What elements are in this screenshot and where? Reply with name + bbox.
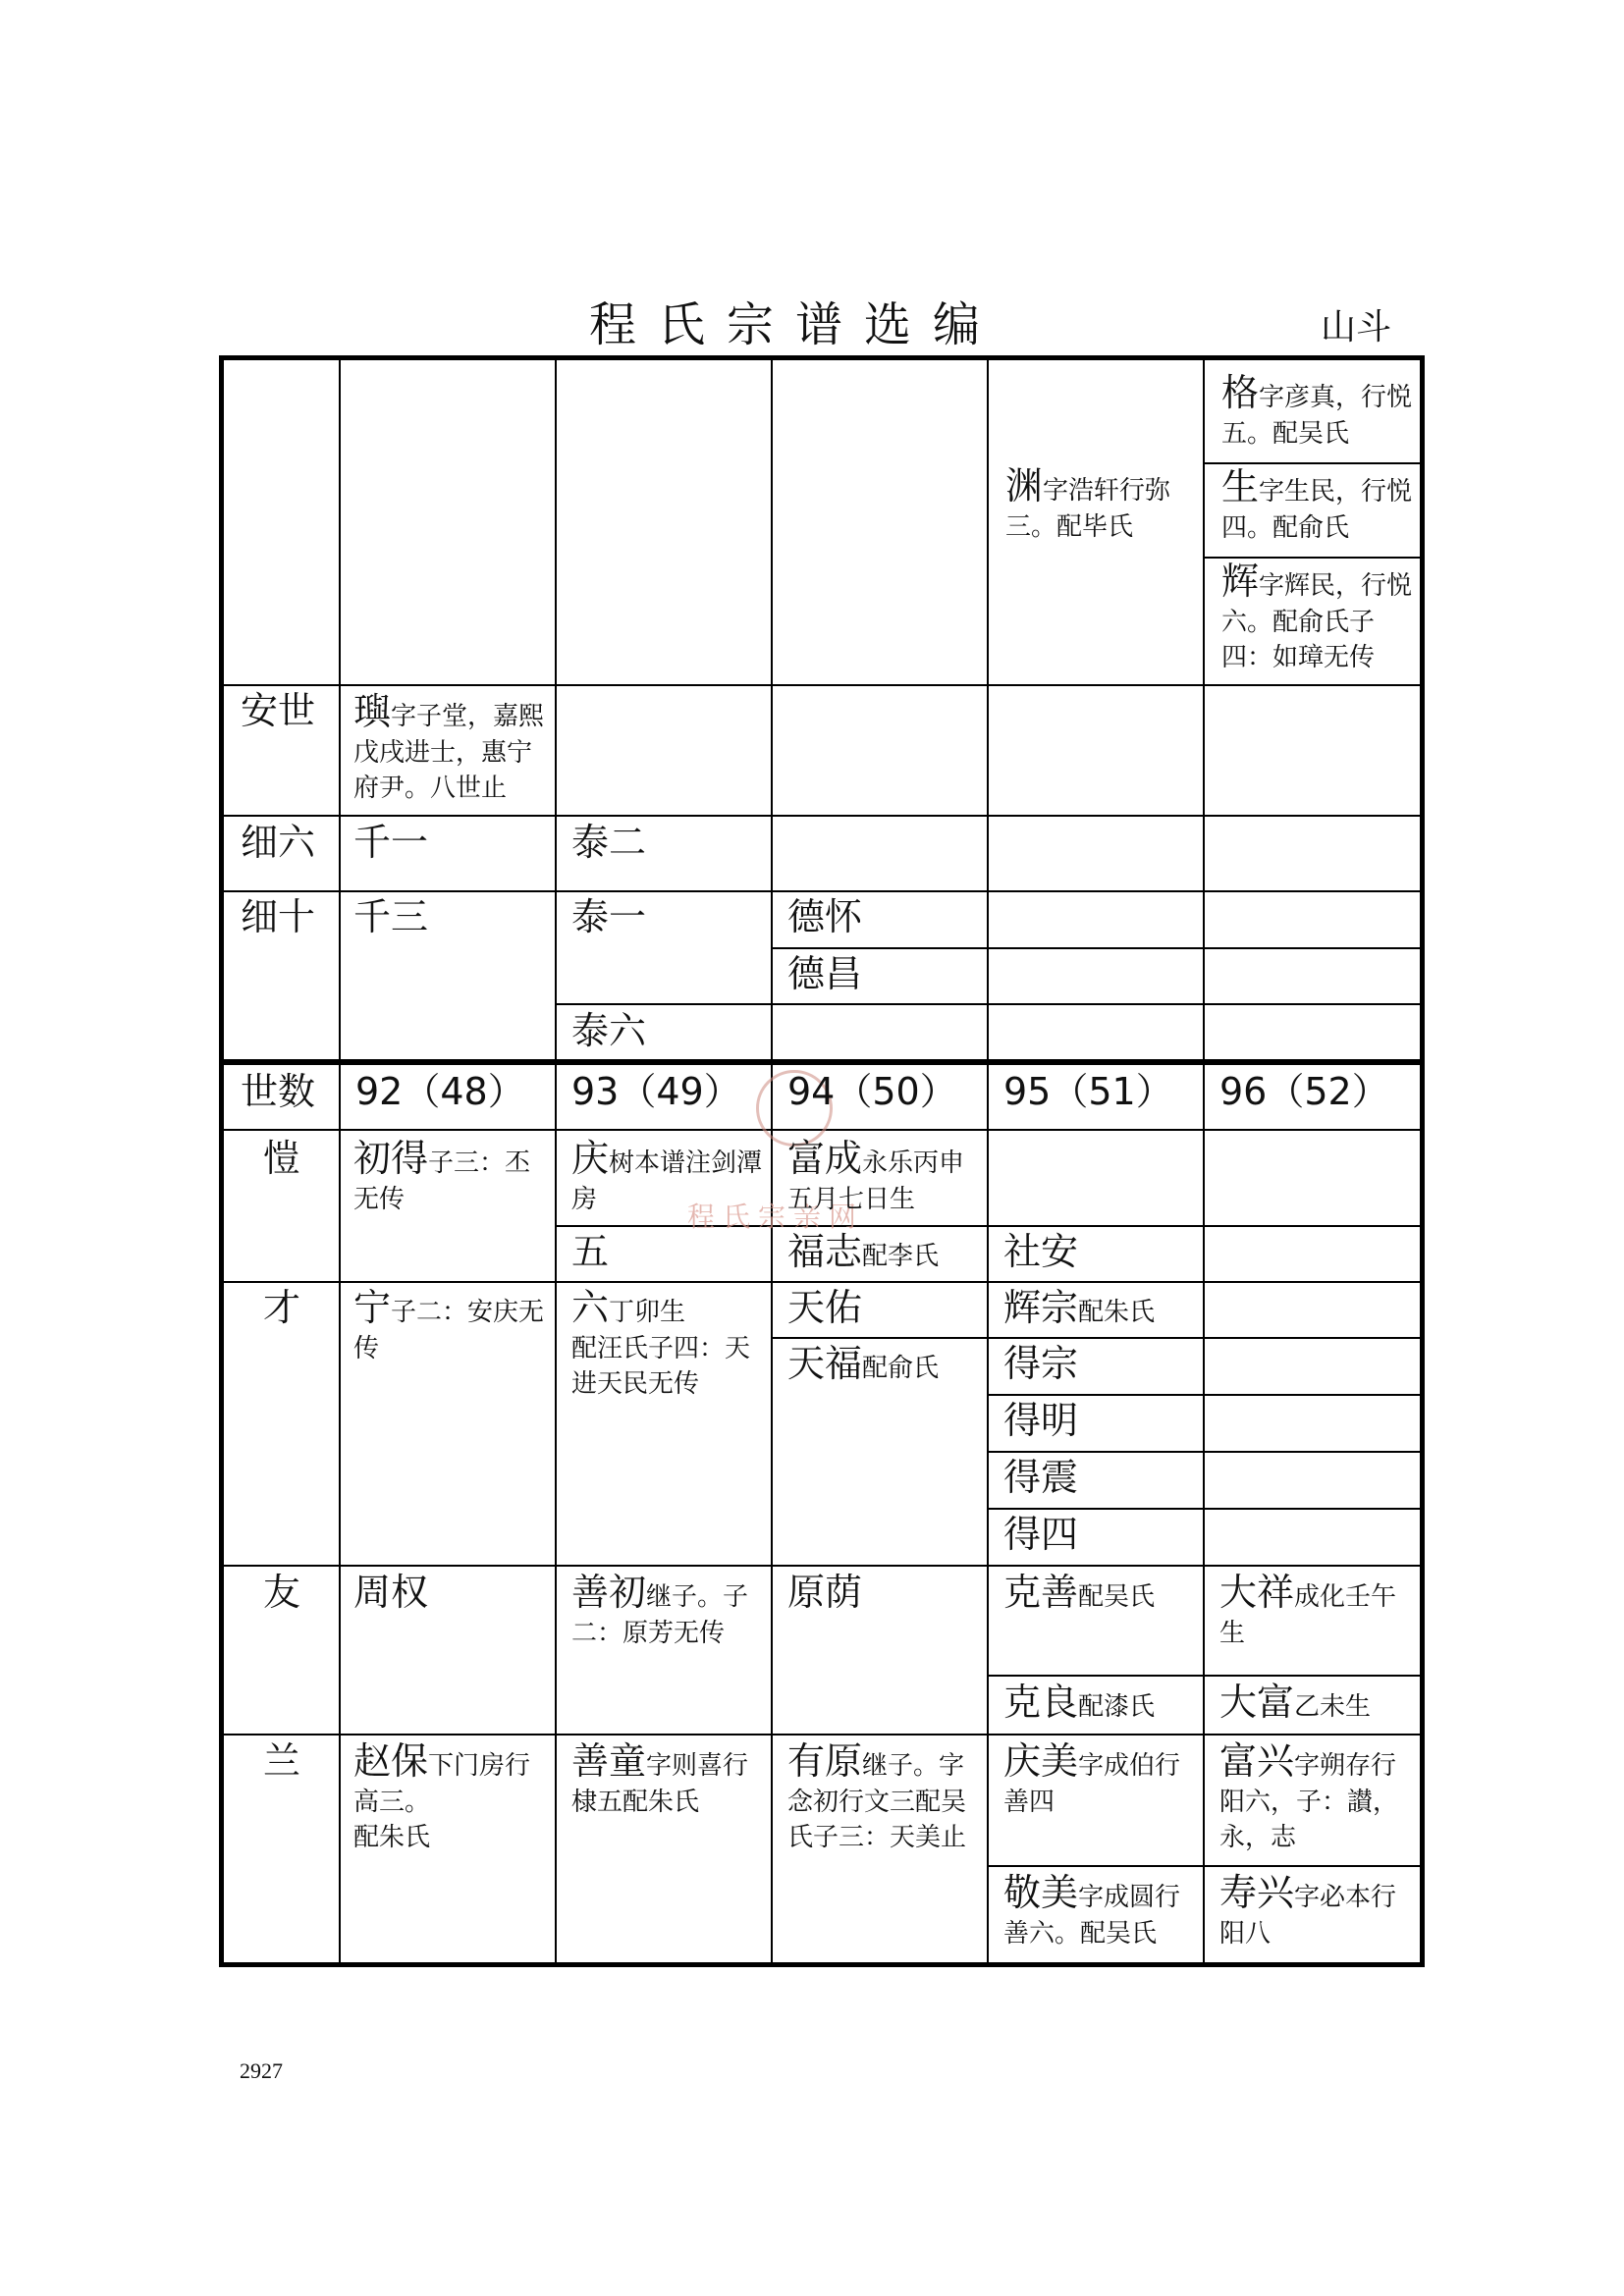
person-name: 渊 (1005, 464, 1044, 507)
entry-qing (571, 1137, 764, 1217)
entry-youyuan (787, 1739, 980, 1855)
person-name: 大富 (1219, 1681, 1295, 1724)
person-name: 千一 (353, 821, 429, 864)
person-note: 配吴氏 (1078, 1582, 1156, 1612)
person-note: 永乐丙申五月七日生 (787, 1148, 965, 1214)
person-note: 子二：安庆无传 (353, 1298, 545, 1363)
row-divider (224, 815, 1420, 817)
row-divider (987, 1865, 1420, 1867)
row-divider (555, 1225, 1420, 1227)
person-note: 下门房行高三。 (353, 1751, 531, 1817)
branch-label-xishi: 细十 (241, 895, 316, 938)
person-name: 泰二 (571, 821, 647, 864)
entry-zhaobao (353, 1739, 546, 1855)
row-divider (987, 1675, 1420, 1677)
person-note: 字朔存行阳六，子：讃，永，志 (1219, 1751, 1399, 1852)
person-note: 字彦真，行悦五。配吴氏 (1221, 383, 1413, 449)
person-name: 得震 (1003, 1456, 1079, 1499)
header-gen-95: 95（51） (1003, 1070, 1173, 1113)
person-note: 子三：丕无传 (353, 1148, 531, 1214)
entry-jingmei (1003, 1871, 1196, 1951)
person-note: 字辉民，行悦六。配俞氏子四：如璋无传 (1221, 571, 1413, 672)
person-name: 辉宗 (1003, 1286, 1079, 1329)
entry-chude (353, 1137, 546, 1217)
person-name: 寿兴 (1219, 1871, 1295, 1914)
entry-keliang (1003, 1681, 1196, 1726)
person-name: 得四 (1003, 1513, 1079, 1556)
entry-qingmei (1003, 1739, 1196, 1820)
person-name: 克良 (1003, 1681, 1079, 1724)
entry-sheng (1221, 465, 1413, 546)
person-name: 得明 (1003, 1399, 1079, 1442)
row-divider (771, 1337, 1420, 1339)
entry-fuxing (1219, 1739, 1412, 1855)
entry-ning (353, 1286, 546, 1366)
branch-label-kai: 愷 (263, 1137, 301, 1180)
person-name: 庆美 (1003, 1739, 1079, 1783)
page-number: 2927 (240, 2058, 283, 2083)
col-divider (1203, 360, 1205, 1962)
person-note: 字则喜行棣五配朱氏 (571, 1751, 749, 1817)
person-name: 富兴 (1219, 1739, 1295, 1783)
col-divider (555, 360, 557, 1962)
person-name: 德怀 (787, 895, 863, 938)
person-note: 配漆氏 (1078, 1692, 1156, 1722)
row-divider (224, 684, 1420, 686)
row-divider (555, 1003, 1420, 1005)
col-divider (339, 360, 341, 1962)
person-name: 千三 (353, 895, 429, 938)
person-note: 配俞氏 (862, 1354, 940, 1383)
person-note: 字成圆行善六。配吴氏 (1003, 1883, 1181, 1949)
person-note: 树本谱注剑潭房 (571, 1148, 763, 1214)
entry-hui (1221, 560, 1413, 675)
person-note: 配朱氏 (1078, 1298, 1156, 1327)
person-note: 配李氏 (862, 1242, 940, 1271)
person-name: 社安 (1003, 1230, 1079, 1273)
entry-yuan (1005, 464, 1197, 545)
branch-label-xiliu: 细六 (241, 821, 316, 864)
person-name: 善童 (571, 1739, 647, 1783)
header-gen-93: 93（49） (571, 1070, 741, 1113)
entry-huizong (1003, 1286, 1196, 1331)
place-name: 山斗 (1321, 307, 1392, 347)
person-name: 泰六 (571, 1009, 647, 1052)
row-divider (224, 1281, 1420, 1283)
header-gen-96: 96（52） (1219, 1070, 1389, 1113)
section-divider (224, 1059, 1420, 1065)
document-title: 程氏宗谱选编 (589, 297, 1002, 352)
branch-label-lan: 兰 (263, 1739, 301, 1783)
person-note: 字生民，行悦四。配俞氏 (1221, 477, 1413, 543)
header-gen-94: 94（50） (787, 1070, 957, 1113)
entry-tianfu (787, 1342, 980, 1387)
person-name: 大祥 (1219, 1571, 1295, 1614)
col-divider (771, 360, 773, 1962)
row-divider (987, 1508, 1420, 1510)
person-name: 六 (571, 1286, 610, 1329)
person-name: 生 (1221, 465, 1260, 508)
entry-keshan (1003, 1571, 1196, 1616)
row-divider (1203, 462, 1420, 464)
person-note: 字子堂，嘉熙戊戌进士，惠宁府尹。八世止 (353, 702, 545, 803)
person-note: 配朱氏 (353, 1822, 431, 1852)
person-name: 泰一 (571, 895, 647, 938)
row-divider (224, 890, 1420, 892)
person-name: 克善 (1003, 1571, 1079, 1614)
person-name: 辉 (1221, 560, 1260, 603)
person-name: 格 (1221, 371, 1260, 414)
person-name: 天佑 (787, 1286, 863, 1329)
entry-liu (571, 1286, 764, 1402)
row-divider (771, 947, 1420, 949)
person-name: 天福 (787, 1342, 863, 1385)
entry-dafu (1219, 1681, 1412, 1726)
person-note: 丁卯生 (609, 1298, 686, 1327)
person-note: 字成伯行善四 (1003, 1751, 1181, 1817)
person-note: 成化壬午生 (1219, 1582, 1397, 1648)
person-name: 得宗 (1003, 1342, 1079, 1385)
person-name: 原荫 (787, 1571, 863, 1614)
entry-shouxing (1219, 1871, 1412, 1951)
person-name: 初得 (353, 1137, 429, 1180)
person-note: 乙未生 (1294, 1692, 1372, 1722)
entry-ge (1221, 371, 1413, 452)
entry-shantong (571, 1739, 764, 1820)
entry-daxiang (1219, 1571, 1412, 1651)
person-note: 继子。字念初行文三配吴氏子三：天美止 (787, 1751, 967, 1852)
branch-label-cai: 才 (263, 1286, 301, 1329)
person-note: 字必本行阳八 (1219, 1883, 1397, 1949)
person-name: 宁 (353, 1286, 392, 1329)
person-note: 继子。子二：原芳无传 (571, 1582, 749, 1648)
person-name: 有原 (787, 1739, 863, 1783)
person-name: 五 (571, 1230, 610, 1273)
header-gen-92: 92（48） (355, 1070, 525, 1113)
row-divider (987, 1394, 1420, 1396)
person-name: 璵 (353, 690, 392, 733)
header-generation: 世数 (241, 1070, 316, 1113)
entry-fuzhi (787, 1230, 980, 1275)
person-name: 福志 (787, 1230, 863, 1273)
person-name: 庆 (571, 1137, 610, 1180)
entry-shanchu (571, 1571, 764, 1651)
branch-label-anshi: 安世 (241, 689, 316, 732)
person-name: 善初 (571, 1571, 647, 1614)
person-note: 字浩轩行弥三。配毕氏 (1005, 476, 1171, 542)
entry-fucheng (787, 1137, 980, 1217)
row-divider (987, 1451, 1420, 1453)
person-name: 富成 (787, 1137, 863, 1180)
branch-label-you: 友 (263, 1571, 301, 1614)
person-name: 赵保 (353, 1739, 429, 1783)
col-divider (987, 360, 989, 1962)
row-divider (224, 1565, 1420, 1567)
watermark-text: 程氏宗亲网 (687, 1201, 865, 1233)
person-name: 德昌 (787, 952, 863, 995)
row-divider (224, 1734, 1420, 1735)
person-name: 周权 (353, 1571, 429, 1614)
person-note: 配汪氏子四：天进天民无传 (571, 1333, 751, 1399)
entry-yu (353, 690, 546, 806)
person-name: 敬美 (1003, 1871, 1079, 1914)
row-divider (1203, 557, 1420, 559)
